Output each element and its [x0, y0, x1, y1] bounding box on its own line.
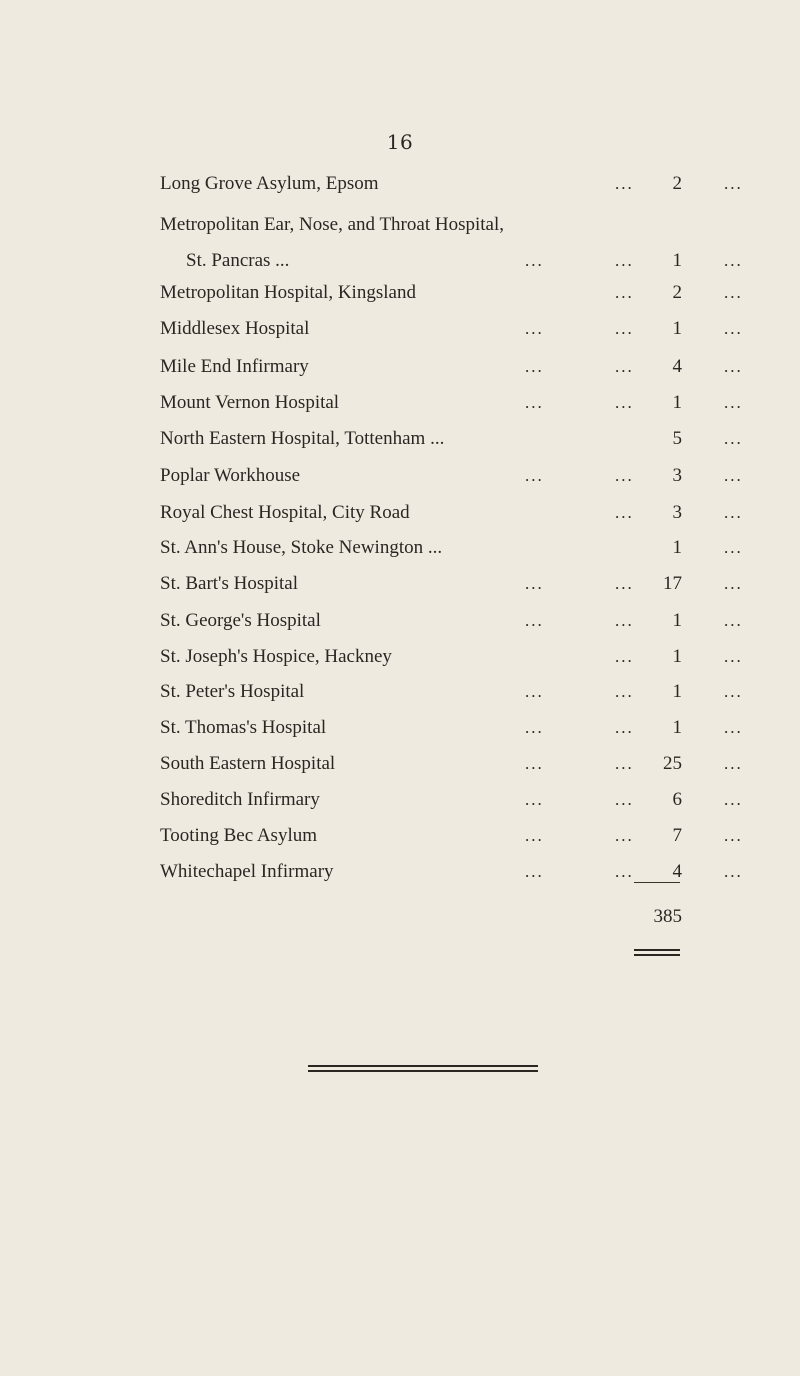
leader-dots: ...: [525, 574, 544, 593]
table-row: [160, 569, 743, 599]
table-row: [160, 210, 682, 240]
leader-dots: ...: [724, 251, 743, 270]
leader-dots: ...: [525, 251, 544, 270]
leader-dots: ...: [615, 754, 634, 773]
case-count: 17: [663, 573, 682, 594]
leader-dots: ...: [615, 826, 634, 845]
leader-dots: ...: [724, 718, 743, 737]
table-row: [160, 749, 743, 779]
table-row: [160, 246, 743, 276]
case-count: 25: [663, 753, 682, 774]
leader-dots: ...: [724, 538, 743, 557]
leader-dots: ...: [615, 283, 634, 302]
hospital-name: Metropolitan Hospital, Kingsland: [160, 282, 416, 303]
case-count: 1: [672, 681, 682, 702]
leader-dots: ...: [525, 611, 544, 630]
leader-dots: ...: [525, 466, 544, 485]
leader-dots: ...: [615, 503, 634, 522]
total-rule: [634, 882, 680, 883]
leader-dots: ...: [724, 826, 743, 845]
case-count: 7: [672, 825, 682, 846]
hospital-name: Royal Chest Hospital, City Road: [160, 502, 410, 523]
leader-dots: ...: [615, 174, 634, 193]
leader-dots: ...: [615, 393, 634, 412]
table-row: [160, 606, 743, 636]
leader-dots: ...: [525, 393, 544, 412]
hospital-name: St. Ann's House, Stoke Newington ...: [160, 537, 443, 558]
leader-dots: ...: [525, 357, 544, 376]
leader-dots: ...: [615, 574, 634, 593]
table-row: [160, 388, 743, 418]
case-count: 4: [672, 356, 682, 377]
case-count: 4: [672, 861, 682, 882]
section-end-rule: [308, 1065, 538, 1072]
case-count: 1: [672, 318, 682, 339]
hospital-name: St. Pancras ...: [186, 250, 290, 271]
leader-dots: ...: [724, 174, 743, 193]
leader-dots: ...: [724, 574, 743, 593]
leader-dots: ...: [615, 718, 634, 737]
leader-dots: ...: [724, 682, 743, 701]
table-row: [160, 352, 743, 382]
leader-dots: ...: [525, 682, 544, 701]
table-row: [160, 498, 743, 528]
hospital-name: Metropolitan Ear, Nose, and Throat Hospital,: [160, 214, 504, 235]
hospital-name: North Eastern Hospital, Tottenham ...: [160, 428, 445, 449]
leader-dots: ...: [525, 826, 544, 845]
leader-dots: ...: [525, 754, 544, 773]
hospital-name: St. Bart's Hospital: [160, 573, 299, 594]
leader-dots: ...: [724, 319, 743, 338]
hospital-name: South Eastern Hospital: [160, 753, 336, 774]
leader-dots: ...: [724, 283, 743, 302]
table-row: [160, 642, 743, 672]
leader-dots: ...: [525, 790, 544, 809]
leader-dots: ...: [724, 611, 743, 630]
table-row: [160, 314, 743, 344]
case-count: 1: [672, 646, 682, 667]
total-value: 385: [653, 906, 682, 927]
hospital-name: St. George's Hospital: [160, 610, 321, 631]
leader-dots: ...: [615, 611, 634, 630]
leader-dots: ...: [525, 862, 544, 881]
table-row: [160, 713, 743, 743]
leader-dots: ...: [525, 718, 544, 737]
hospital-name: St. Thomas's Hospital: [160, 717, 327, 738]
case-count: 3: [672, 502, 682, 523]
leader-dots: ...: [724, 503, 743, 522]
table-row: [160, 785, 743, 815]
table-row: [160, 677, 743, 707]
leader-dots: ...: [724, 466, 743, 485]
hospital-name: Whitechapel Infirmary: [160, 861, 334, 882]
leader-dots: ...: [724, 429, 743, 448]
leader-dots: ...: [724, 754, 743, 773]
total-double-rule: [634, 949, 680, 956]
case-count: 6: [672, 789, 682, 810]
case-count: 5: [672, 428, 682, 449]
table-row: [160, 821, 743, 851]
case-count: 1: [672, 392, 682, 413]
leader-dots: ...: [615, 357, 634, 376]
leader-dots: ...: [615, 682, 634, 701]
leader-dots: ...: [724, 393, 743, 412]
table-row: [160, 857, 743, 887]
leader-dots: ...: [724, 790, 743, 809]
leader-dots: ...: [615, 647, 634, 666]
leader-dots: ...: [615, 319, 634, 338]
case-count: 1: [672, 610, 682, 631]
case-count: 2: [672, 282, 682, 303]
table-row: [160, 278, 743, 308]
case-count: 1: [672, 537, 682, 558]
hospital-name: St. Peter's Hospital: [160, 681, 305, 702]
table-row: [160, 461, 743, 491]
table-row: [160, 533, 743, 563]
leader-dots: ...: [724, 647, 743, 666]
page-number: 16: [386, 130, 414, 154]
case-count: 1: [672, 717, 682, 738]
case-count: 3: [672, 465, 682, 486]
case-count: 1: [672, 250, 682, 271]
leader-dots: ...: [724, 357, 743, 376]
leader-dots: ...: [615, 862, 634, 881]
hospital-name: Long Grove Asylum, Epsom: [160, 173, 379, 194]
hospital-name: Mile End Infirmary: [160, 356, 309, 377]
leader-dots: ...: [615, 466, 634, 485]
case-count: 2: [672, 173, 682, 194]
hospital-name: Mount Vernon Hospital: [160, 392, 340, 413]
table-row: [160, 169, 743, 199]
leader-dots: ...: [724, 862, 743, 881]
leader-dots: ...: [615, 790, 634, 809]
hospital-name: Middlesex Hospital: [160, 318, 310, 339]
hospital-name: St. Joseph's Hospice, Hackney: [160, 646, 392, 667]
hospital-name: Poplar Workhouse: [160, 465, 301, 486]
leader-dots: ...: [615, 251, 634, 270]
hospital-name: Shoreditch Infirmary: [160, 789, 320, 810]
leader-dots: ...: [525, 319, 544, 338]
table-row: [160, 424, 743, 454]
hospital-name: Tooting Bec Asylum: [160, 825, 318, 846]
